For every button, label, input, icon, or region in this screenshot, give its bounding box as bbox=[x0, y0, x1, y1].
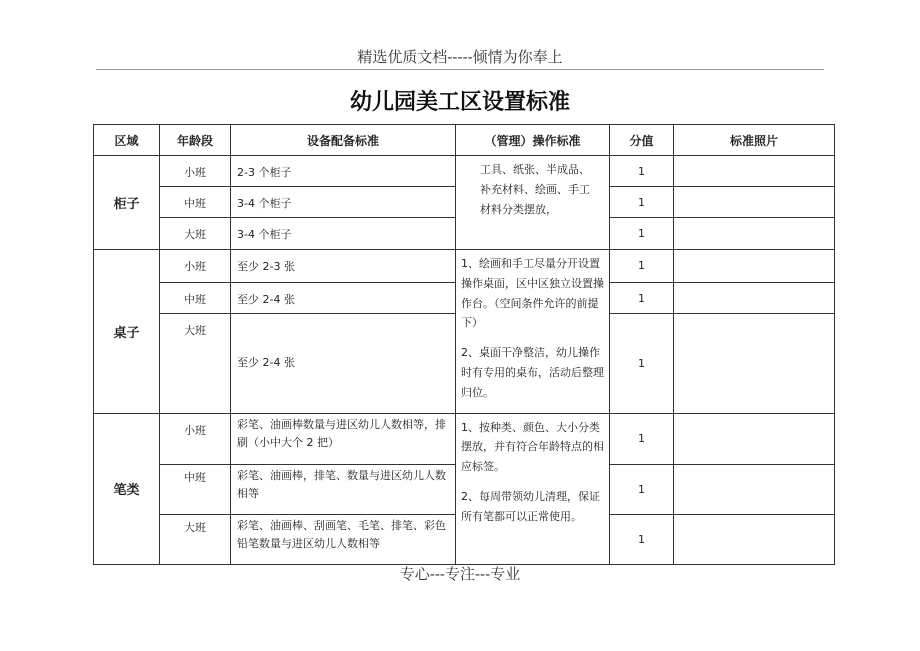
age-cell: 小班 bbox=[160, 156, 231, 187]
area-cell: 笔类 bbox=[94, 413, 160, 564]
age-cell: 中班 bbox=[160, 187, 231, 218]
col-age: 年龄段 bbox=[160, 125, 231, 156]
header-rule bbox=[96, 69, 824, 70]
photo-cell bbox=[674, 464, 835, 514]
equipment-cell: 至少 2-3 张 bbox=[231, 250, 456, 283]
equipment-cell: 至少 2-4 张 bbox=[231, 314, 456, 413]
score-cell: 1 bbox=[610, 314, 674, 413]
table-row bbox=[94, 413, 835, 464]
col-score: 分值 bbox=[610, 125, 674, 156]
col-area: 区域 bbox=[94, 125, 160, 156]
page-header: 精选优质文档-----倾情为你奉上 bbox=[357, 48, 563, 66]
area-cell: 桌子 bbox=[94, 250, 160, 414]
score-cell: 1 bbox=[610, 250, 674, 283]
operation-text: 1、按种类、颜色、大小分类摆放，并有符合年龄特点的相应标签。 bbox=[461, 420, 604, 474]
table-row bbox=[94, 250, 835, 283]
age-cell: 中班 bbox=[160, 282, 231, 314]
age-cell: 大班 bbox=[160, 514, 231, 564]
page-title: 幼儿园美工区设置标准 bbox=[349, 90, 570, 115]
table-row bbox=[94, 156, 835, 187]
score-cell: 1 bbox=[610, 187, 674, 218]
score-cell: 1 bbox=[610, 218, 674, 250]
operation-text: 2、桌面干净整洁，幼儿操作时有专用的桌布，活动后整理归位。 bbox=[461, 346, 604, 399]
equipment-cell: 3-4 个柜子 bbox=[231, 218, 456, 250]
photo-cell bbox=[674, 282, 835, 314]
age-cell: 大班 bbox=[160, 218, 231, 250]
col-photo: 标准照片 bbox=[674, 125, 835, 156]
photo-cell bbox=[674, 156, 835, 187]
operation-cell bbox=[456, 413, 610, 564]
equipment-cell: 彩笔、油画棒数量与进区幼儿人数相等，排刷（小中大个 2 把） bbox=[231, 413, 456, 464]
score-cell: 1 bbox=[610, 156, 674, 187]
score-cell: 1 bbox=[610, 514, 674, 564]
operation-text: 工具、纸张、半成品、补充材料、绘画、手工材料分类摆放， bbox=[480, 163, 590, 216]
photo-cell bbox=[674, 187, 835, 218]
equipment-cell: 至少 2-4 张 bbox=[231, 282, 456, 314]
score-cell: 1 bbox=[610, 413, 674, 464]
equipment-cell: 2-3 个柜子 bbox=[231, 156, 456, 187]
score-cell: 1 bbox=[610, 282, 674, 314]
equipment-cell: 3-4 个柜子 bbox=[231, 187, 456, 218]
equipment-cell: 彩笔、油画棒，排笔、数量与进区幼儿人数相等 bbox=[231, 464, 456, 514]
standards-table bbox=[93, 124, 835, 565]
score-cell: 1 bbox=[610, 464, 674, 514]
photo-cell bbox=[674, 413, 835, 464]
header-row bbox=[94, 125, 835, 156]
operation-text: 2、每周带领幼儿清理，保证所有笔都可以正常使用。 bbox=[461, 489, 600, 523]
operation-cell bbox=[456, 250, 610, 414]
age-cell: 小班 bbox=[160, 413, 231, 464]
operation-text: 1、绘画和手工尽量分开设置操作桌面，区中区独立设置操作台。（空间条件允许的前提下） bbox=[461, 257, 604, 330]
equipment-cell: 彩笔、油画棒、刮画笔、毛笔、排笔、彩色铅笔数量与进区幼儿人数相等 bbox=[231, 514, 456, 564]
col-equipment: 设备配备标准 bbox=[231, 125, 456, 156]
age-cell: 大班 bbox=[160, 314, 231, 413]
page-footer: 专心---专注---专业 bbox=[399, 565, 521, 583]
photo-cell bbox=[674, 314, 835, 413]
col-operation: （管理）操作标准 bbox=[456, 125, 610, 156]
age-cell: 中班 bbox=[160, 464, 231, 514]
photo-cell bbox=[674, 218, 835, 250]
photo-cell bbox=[674, 514, 835, 564]
age-cell: 小班 bbox=[160, 250, 231, 283]
operation-cell bbox=[456, 156, 610, 250]
area-cell: 柜子 bbox=[94, 156, 160, 250]
photo-cell bbox=[674, 250, 835, 283]
